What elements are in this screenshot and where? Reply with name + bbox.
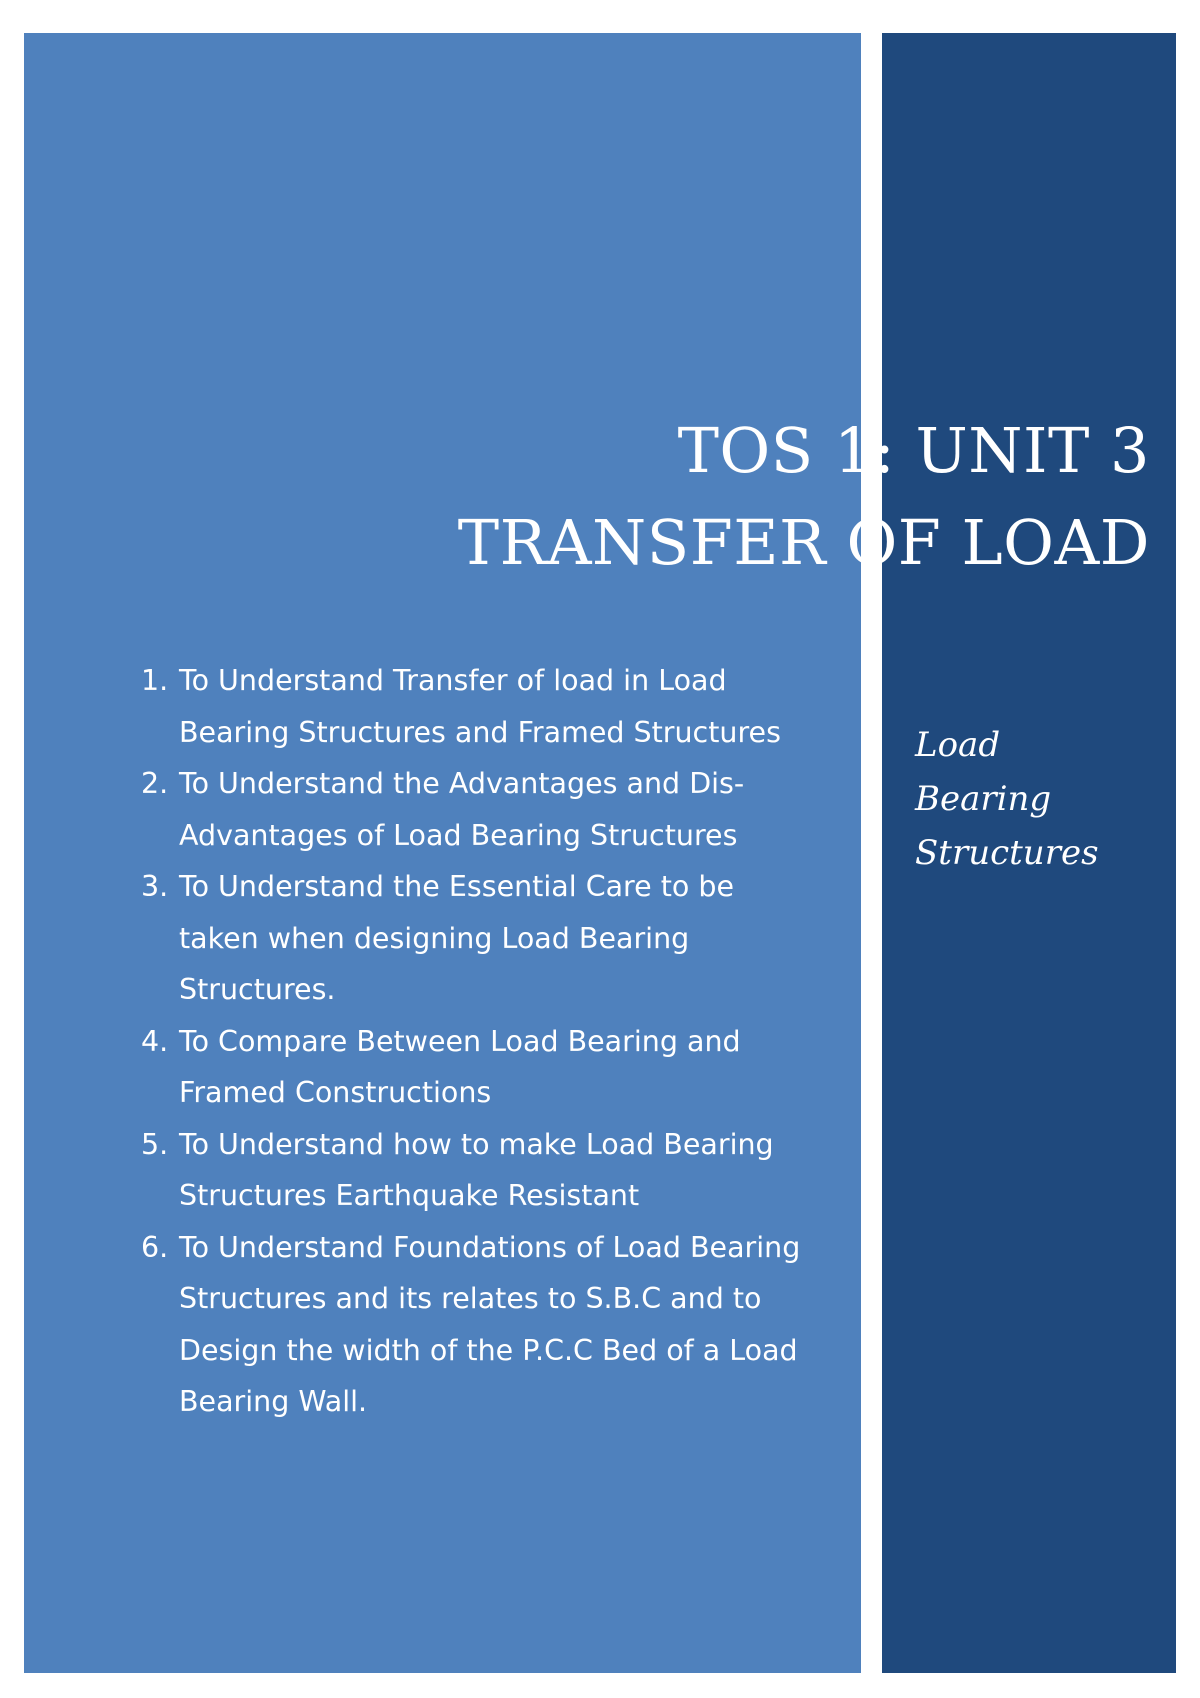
side-subtitle-line-2: Bearing bbox=[915, 779, 1052, 819]
document-title bbox=[430, 405, 1150, 589]
objective-item bbox=[117, 1016, 817, 1119]
objective-text: To Understand the Advantages and Dis-Advantages of Load Bearing Structures bbox=[179, 767, 745, 852]
objective-item bbox=[117, 1119, 817, 1222]
side-subtitle-line-1: Load bbox=[915, 725, 1001, 765]
side-subtitle-line-3: Structures bbox=[915, 833, 1099, 873]
objective-text: To Compare Between Load Bearing and Framed Constructions bbox=[179, 1024, 741, 1109]
objective-text: To Understand Transfer of load in Load Bearing Structures and Framed Structures bbox=[179, 664, 781, 749]
objective-text: To Understand Foundations of Load Bearing Structures and its relates to S.B.C and to Design the width of the P.C.C Bed of a Load Bearing Wall. bbox=[179, 1230, 801, 1418]
title-line-2: TRANSFER OF LOAD bbox=[457, 506, 1150, 579]
objective-text: To Understand how to make Load Bearing Structures Earthquake Resistant bbox=[179, 1127, 774, 1212]
objective-number: 4. bbox=[141, 1024, 169, 1058]
side-subtitle bbox=[915, 718, 1155, 880]
objective-item bbox=[117, 655, 817, 758]
objective-number: 1. bbox=[141, 664, 169, 697]
objective-item bbox=[117, 758, 817, 861]
objective-number: 6. bbox=[141, 1230, 169, 1264]
objective-number: 5. bbox=[141, 1127, 169, 1161]
objective-item bbox=[117, 861, 817, 1016]
objectives-list bbox=[117, 655, 817, 1428]
objective-item bbox=[117, 1222, 817, 1428]
title-line-1: TOS 1: UNIT 3 bbox=[677, 414, 1150, 487]
objective-number: 2. bbox=[141, 767, 169, 800]
objective-number: 3. bbox=[141, 870, 169, 903]
objective-text: To Understand the Essential Care to be taken when designing Load Bearing Structures. bbox=[179, 870, 735, 1006]
